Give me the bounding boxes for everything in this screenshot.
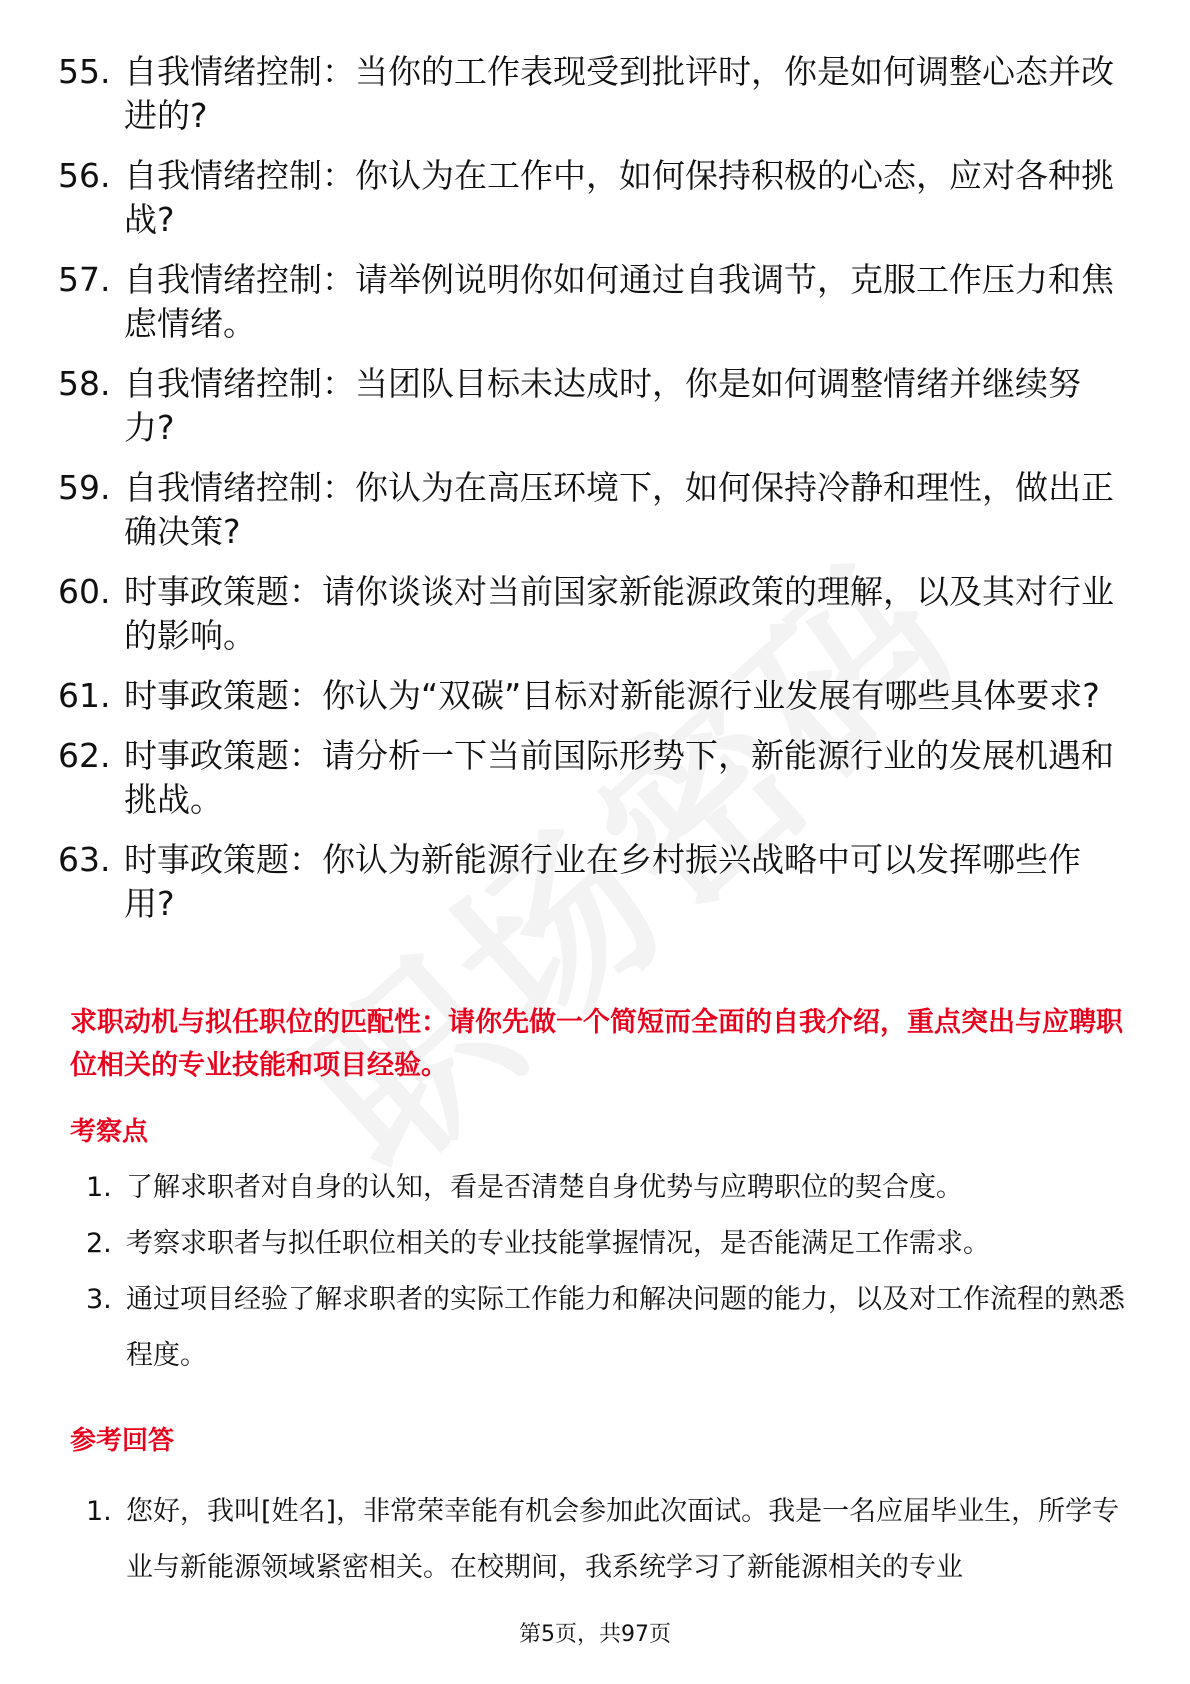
question-number: 59. — [58, 468, 111, 507]
question-text: 时事政策题：你认为新能源行业在乡村振兴战略中可以发挥哪些作用? — [124, 840, 1081, 923]
question-text: 自我情绪控制：你认为在高压环境下，如何保持冷静和理性，做出正确决策? — [124, 468, 1114, 551]
list-item — [58, 674, 1118, 718]
point-text: 考察求职者与拟任职位相关的专业技能掌握情况，是否能满足工作需求。 — [126, 1228, 990, 1259]
question-text: 自我情绪控制：你认为在工作中，如何保持积极的心态，应对各种挑战? — [124, 156, 1114, 239]
list-item — [58, 258, 1118, 346]
section-question: 求职动机与拟任职位的匹配性：请你先做一个简短而全面的自我介绍，重点突出与应聘职位相关的专业技能和项目经验。 — [70, 1007, 1123, 1081]
question-number: 60. — [58, 572, 111, 611]
point-number: 1. — [86, 1172, 112, 1203]
list-item — [86, 1484, 1126, 1596]
list-item — [58, 838, 1118, 926]
list-item — [58, 734, 1118, 822]
question-number: 62. — [58, 736, 111, 775]
question-number: 61. — [58, 676, 111, 715]
list-item — [58, 466, 1118, 554]
point-number: 3. — [86, 1284, 112, 1315]
list-item — [58, 50, 1118, 138]
question-number: 55. — [58, 52, 111, 91]
list-item — [86, 1272, 1126, 1384]
question-text: 时事政策题：你认为“双碳”目标对新能源行业发展有哪些具体要求? — [124, 676, 1100, 715]
question-text: 时事政策题：请你谈谈对当前国家新能源政策的理解，以及其对行业的影响。 — [124, 572, 1114, 655]
list-item — [58, 570, 1118, 658]
question-number: 56. — [58, 156, 111, 195]
question-number: 63. — [58, 840, 111, 879]
page-footer: 第5页，共97页 — [519, 1622, 671, 1647]
point-number: 2. — [86, 1228, 112, 1259]
question-list — [58, 50, 1118, 942]
points-heading: 考察点 — [70, 1117, 149, 1147]
question-text: 自我情绪控制：请举例说明你如何通过自我调节，克服工作压力和焦虑情绪。 — [124, 260, 1114, 343]
question-text: 时事政策题：请分析一下当前国际形势下，新能源行业的发展机遇和挑战。 — [124, 736, 1114, 819]
question-text: 自我情绪控制：当团队目标未达成时，你是如何调整情绪并继续努力? — [124, 364, 1081, 447]
list-item — [58, 362, 1118, 450]
list-item — [58, 154, 1118, 242]
list-item — [86, 1160, 1126, 1216]
question-number: 57. — [58, 260, 111, 299]
answers-list — [86, 1484, 1126, 1596]
answer-number: 1. — [86, 1496, 112, 1527]
answer-heading: 参考回答 — [70, 1426, 175, 1456]
points-list — [86, 1160, 1126, 1384]
question-text: 自我情绪控制：当你的工作表现受到批评时，你是如何调整心态并改进的? — [124, 52, 1114, 135]
point-text: 通过项目经验了解求职者的实际工作能力和解决问题的能力，以及对工作流程的熟悉程度。 — [126, 1284, 1125, 1371]
question-number: 58. — [58, 364, 111, 403]
list-item — [86, 1216, 1126, 1272]
answer-text: 您好，我叫[姓名]，非常荣幸能有机会参加此次面试。我是一名应届毕业生，所学专业与新能源领域紧密相关。在校期间，我系统学习了新能源相关的专业 — [126, 1496, 1120, 1583]
point-text: 了解求职者对自身的认知，看是否清楚自身优势与应聘职位的契合度。 — [126, 1172, 963, 1203]
